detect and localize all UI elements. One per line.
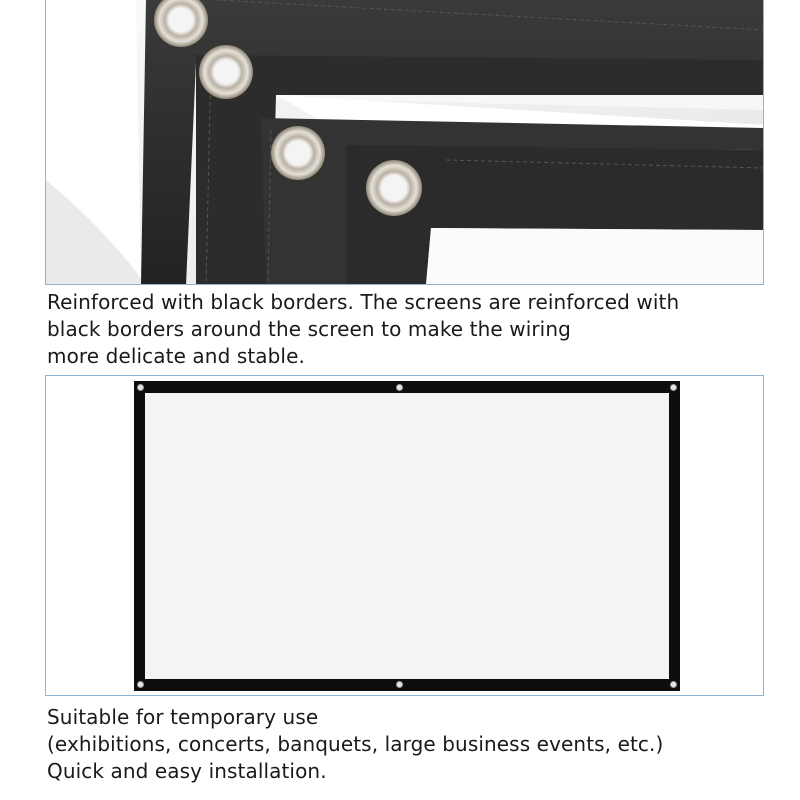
grommet-icon [396,384,403,391]
grommet-icon [670,384,677,391]
caption-line: (exhibitions, concerts, banquets, large business events, etc.) [47,732,664,756]
caption-line: Reinforced with black borders. The screens are reinforced with [47,290,680,314]
grommet-icon [396,681,403,688]
grommet-icon [670,681,677,688]
caption-line: Suitable for temporary use [47,705,319,729]
usage-description [47,704,767,785]
caption-line: Quick and easy installation. [47,759,327,783]
border-description [47,289,767,370]
fabric-border-photo [45,0,764,285]
projection-screen-panel [45,375,764,696]
grommet-icon [137,384,144,391]
screen-surface [145,393,669,679]
grommet-icon [137,681,144,688]
projection-screen [134,381,680,691]
fabric-border-illustration [46,0,764,285]
grommet-icon [366,160,422,216]
grommet-icon [199,45,253,99]
grommet-icon [271,126,325,180]
caption-line: more delicate and stable. [47,344,305,368]
caption-line: black borders around the screen to make the wiring [47,317,571,341]
